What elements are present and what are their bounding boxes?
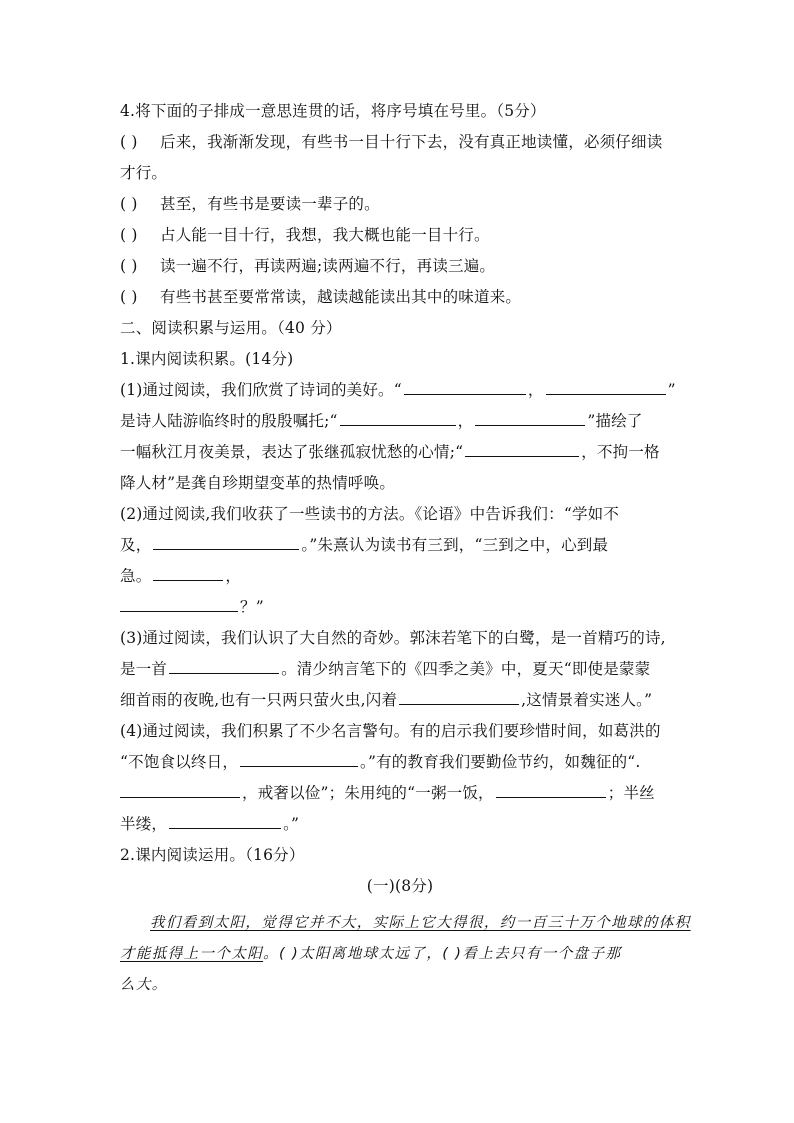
p3-line-1: (3)通过阅读，我们认识了大自然的奇妙。郭沫若笔下的白鹭，是一首精巧的诗, bbox=[120, 629, 666, 647]
passage-line-3: 么大。 bbox=[120, 977, 168, 993]
answer-blank[interactable] bbox=[546, 378, 666, 395]
answer-blank[interactable] bbox=[399, 688, 519, 705]
answer-blank[interactable] bbox=[465, 440, 579, 457]
sub-section-title: (一)(8分) bbox=[366, 877, 434, 895]
p2-line-4: ？” bbox=[120, 592, 680, 623]
answer-paren[interactable]: ( ) bbox=[120, 288, 138, 306]
answer-paren[interactable]: ( ) bbox=[120, 226, 138, 244]
answer-blank[interactable] bbox=[120, 781, 240, 798]
answer-blank[interactable] bbox=[340, 409, 456, 426]
answer-blank[interactable] bbox=[169, 657, 279, 674]
passage-line-2: 才能抵得上一个太阳。( )太阳离地球太远了，( )看上去只有一个盘子那 bbox=[120, 946, 622, 962]
q4-item-1: ( ) 后来，我渐渐发现，有些书一目十行下去，没有真正地读懂，必须仔细读 bbox=[120, 127, 680, 158]
answer-blank[interactable] bbox=[404, 378, 526, 395]
answer-blank[interactable] bbox=[120, 595, 238, 612]
answer-blank[interactable] bbox=[153, 533, 299, 550]
q4-title: 4.将下面的子排成一意思连贯的话，将序号填在号里。（5分） bbox=[120, 102, 546, 120]
answer-blank[interactable] bbox=[475, 409, 585, 426]
p4-line-3: ，戒奢以俭”；朱用纯的“一粥一饭， ；半丝 bbox=[120, 778, 680, 809]
p3-line-3: 细首雨的夜晚,也有一只两只萤火虫,闪着 ,这情景着实迷人。” bbox=[120, 685, 680, 716]
q4-item-5: ( ) 有些书甚至要常常读，越读越能读出其中的味道来。 bbox=[120, 282, 680, 313]
q4-item-2: ( ) 甚至，有些书是要读一辈子的。 bbox=[120, 189, 680, 220]
p1-line-2: 是诗人陆游临终时的殷殷嘱托;“ ， ”描绘了 bbox=[120, 406, 680, 437]
answer-blank[interactable] bbox=[496, 781, 606, 798]
answer-blank[interactable] bbox=[240, 750, 358, 767]
q4-item-3: ( ) 占人能一目十行，我想，我大概也能一目十行。 bbox=[120, 220, 680, 251]
p2-line-1: (2)通过阅读,我们收获了一些读书的方法。《论语》中告诉我们：“学如不 bbox=[120, 505, 620, 523]
p4-line-1: (4)通过阅读，我们积累了不少名言警句。有的启示我们要珍惜时间，如葛洪的 bbox=[120, 722, 661, 740]
p4-line-4: 半缕， 。” bbox=[120, 809, 680, 840]
answer-paren[interactable]: ( ) bbox=[120, 195, 138, 213]
p1-line-1: (1)通过阅读，我们欣赏了诗词的美好。“ ， ” bbox=[120, 375, 680, 406]
p1-line-3: 一幅秋江月夜美景，表达了张继孤寂忧愁的心情;“ ，不拘一格 bbox=[120, 437, 680, 468]
q1-title: 1.课内阅读积累。(14分) bbox=[120, 350, 294, 368]
answer-paren[interactable]: ( ) bbox=[120, 133, 138, 151]
p2-line-3: 急。 ， bbox=[120, 561, 680, 592]
passage-line-1: 我们看到太阳，觉得它并不大，实际上它大得很，约一百三十万个地球的体积 bbox=[150, 915, 691, 931]
answer-blank[interactable] bbox=[169, 812, 281, 829]
q4-item-4: ( ) 读一遍不行，再读两遍;读两遍不行，再读三遍。 bbox=[120, 251, 680, 282]
answer-paren[interactable]: ( ) bbox=[120, 257, 138, 275]
p2-line-2: 及， 。”朱熹认为读书有三到，“三到之中，心到最 bbox=[120, 530, 680, 561]
answer-blank[interactable] bbox=[153, 564, 223, 581]
p1-line-4: 降人材”是龚自珍期望变革的热情呼唤。 bbox=[120, 474, 396, 492]
p3-line-2: 是一首 。清少纳言笔下的《四季之美》中，夏天“即使是蒙蒙 bbox=[120, 654, 680, 685]
section-2-title: 二、阅读积累与运用。（40 分） bbox=[120, 319, 342, 337]
q2-title: 2.课内阅读运用。（16分） bbox=[120, 846, 305, 864]
p4-line-2: “不饱食以终日， 。”有的教育我们要勤俭节约，如魏征的“. bbox=[120, 747, 680, 778]
q4-item-1-cont: 才行。 bbox=[120, 164, 168, 182]
exam-page bbox=[120, 96, 691, 1001]
